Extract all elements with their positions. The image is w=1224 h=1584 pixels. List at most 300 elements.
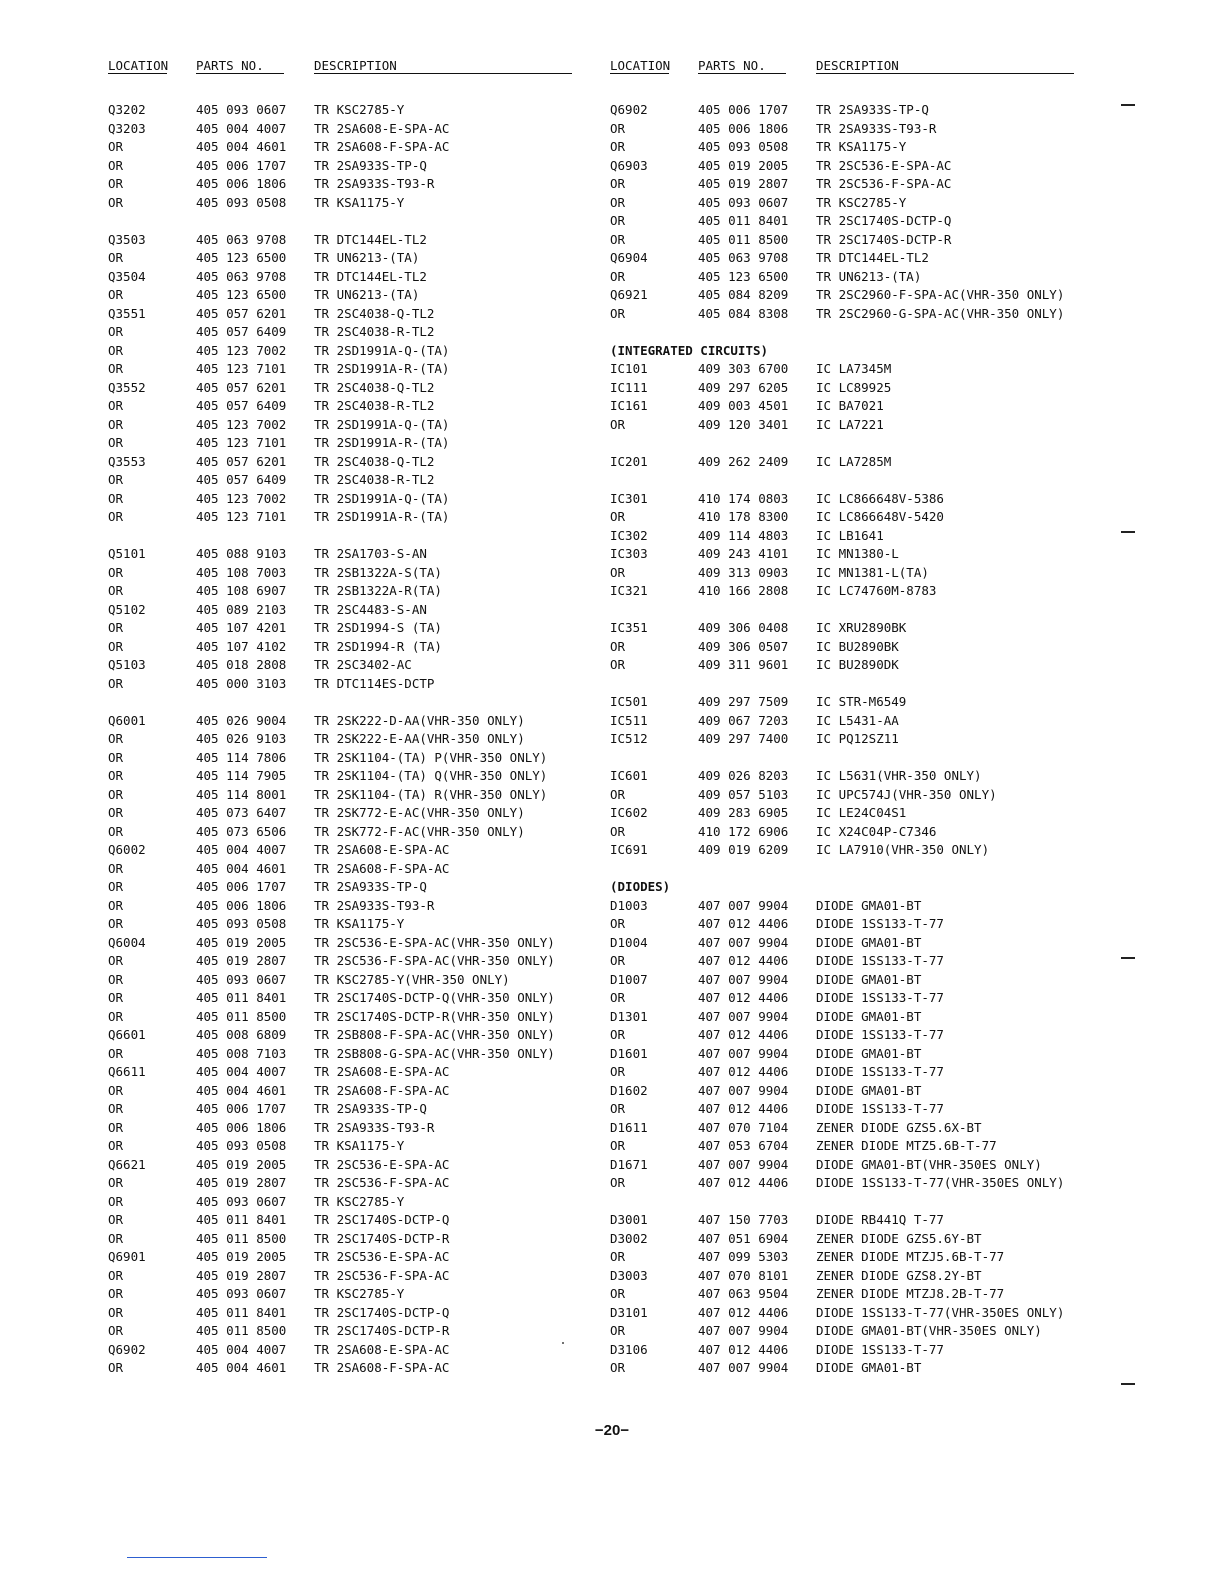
table-row bbox=[610, 730, 1170, 749]
location-cell: OR bbox=[610, 139, 626, 154]
parts-no-cell: 409 026 8203 bbox=[698, 768, 789, 783]
parts-no-cell: 405 123 7002 bbox=[196, 490, 287, 506]
parts-no-cell: 405 123 7101 bbox=[196, 361, 287, 376]
description-cell: TR 2SA933S-TP-Q bbox=[314, 157, 427, 173]
location-cell: IC302 bbox=[610, 527, 648, 543]
description-cell: TR 2SA933S-TP-Q bbox=[816, 102, 929, 117]
description-cell: IC BA7021 bbox=[816, 398, 884, 413]
location-cell: OR bbox=[108, 971, 124, 987]
table-row bbox=[610, 582, 1170, 601]
location-cell: Q6921 bbox=[610, 287, 648, 302]
header-description: DESCRIPTION bbox=[314, 58, 572, 74]
parts-no-cell: 405 108 7003 bbox=[196, 564, 287, 580]
description-cell: IC BU2890BK bbox=[816, 638, 899, 654]
location-cell: OR bbox=[108, 675, 124, 691]
location-cell: OR bbox=[108, 1175, 124, 1190]
table-row bbox=[610, 194, 1170, 213]
table-row bbox=[610, 619, 1170, 638]
table-row bbox=[610, 1341, 1170, 1360]
description-cell: IC MN1381-L(TA) bbox=[816, 564, 929, 580]
table-row bbox=[610, 1359, 1170, 1378]
description-cell: TR 2SK222-D-AA(VHR-350 ONLY) bbox=[314, 712, 525, 728]
parts-no-cell: 405 006 1707 bbox=[196, 1101, 287, 1116]
table-row bbox=[610, 212, 1170, 231]
location-cell: D3106 bbox=[610, 1341, 648, 1357]
row-spacer bbox=[610, 1193, 1170, 1212]
description-cell: TR 2SK772-F-AC(VHR-350 ONLY) bbox=[314, 823, 525, 839]
description-cell: TR DTC144EL-TL2 bbox=[816, 250, 929, 265]
location-cell: OR bbox=[610, 1286, 626, 1301]
location-cell: OR bbox=[108, 250, 124, 265]
location-cell: OR bbox=[108, 194, 124, 210]
description-cell: TR 2SC4038-Q-TL2 bbox=[314, 379, 435, 395]
footer-line bbox=[127, 1557, 267, 1558]
table-row bbox=[108, 305, 668, 324]
table-row bbox=[610, 638, 1170, 657]
description-cell: IC LC89925 bbox=[816, 379, 892, 395]
row-spacer bbox=[610, 434, 1170, 453]
table-row bbox=[108, 1211, 668, 1230]
description-cell: TR 2SC536-E-SPA-AC(VHR-350 ONLY) bbox=[314, 934, 555, 950]
location-cell: OR bbox=[610, 1138, 626, 1153]
location-cell: Q5102 bbox=[108, 601, 146, 617]
table-row bbox=[610, 952, 1170, 971]
description-cell: IC PQ12SZ11 bbox=[816, 731, 899, 746]
table-row bbox=[610, 1008, 1170, 1027]
parts-no-cell: 407 051 6904 bbox=[698, 1230, 789, 1246]
table-row bbox=[108, 1267, 668, 1286]
table-row bbox=[610, 268, 1170, 287]
location-cell: OR bbox=[610, 1064, 626, 1079]
location-cell: OR bbox=[108, 1286, 124, 1301]
parts-no-cell: 407 012 4406 bbox=[698, 916, 789, 931]
table-row bbox=[108, 1137, 668, 1156]
description-cell: DIODE GMA01-BT bbox=[816, 1045, 922, 1061]
description-cell: TR 2SK772-E-AC(VHR-350 ONLY) bbox=[314, 805, 525, 820]
table-row bbox=[108, 175, 668, 194]
parts-no-cell: 409 067 7203 bbox=[698, 712, 789, 728]
location-cell: D1671 bbox=[610, 1156, 648, 1172]
description-cell: TR 2SK1104-(TA) R(VHR-350 ONLY) bbox=[314, 786, 548, 802]
location-cell: OR bbox=[610, 1101, 626, 1116]
table-row bbox=[108, 804, 668, 823]
parts-no-cell: 407 150 7703 bbox=[698, 1212, 789, 1227]
table-row bbox=[610, 1026, 1170, 1045]
parts-no-cell: 405 123 7002 bbox=[196, 416, 287, 432]
description-cell: TR 2SD1991A-Q-(TA) bbox=[314, 416, 450, 432]
location-cell: OR bbox=[108, 490, 124, 506]
parts-no-cell: 407 007 9904 bbox=[698, 1045, 789, 1061]
parts-no-cell: 405 114 7806 bbox=[196, 749, 287, 765]
description-cell: TR 2SA933S-T93-R bbox=[314, 897, 435, 913]
parts-no-cell: 405 093 0607 bbox=[196, 102, 287, 117]
table-row bbox=[108, 749, 668, 768]
location-cell: OR bbox=[610, 305, 626, 321]
table-row bbox=[610, 564, 1170, 583]
table-row bbox=[108, 1156, 668, 1175]
location-cell: OR bbox=[108, 1045, 124, 1061]
parts-no-cell: 405 019 2005 bbox=[196, 934, 287, 950]
location-cell: OR bbox=[108, 361, 124, 376]
table-row bbox=[108, 1174, 668, 1193]
table-row bbox=[108, 878, 671, 897]
location-cell: OR bbox=[610, 1027, 626, 1042]
description-cell: IC L5431-AA bbox=[816, 712, 899, 728]
location-cell: IC691 bbox=[610, 842, 648, 857]
location-cell: D1003 bbox=[610, 897, 648, 913]
table-row bbox=[108, 101, 668, 120]
table-row bbox=[610, 767, 1170, 786]
parts-no-cell: 410 178 8300 bbox=[698, 509, 789, 524]
description-cell: DIODE 1SS133-T-77 bbox=[816, 953, 944, 968]
table-row bbox=[108, 823, 668, 842]
parts-no-cell: 407 007 9904 bbox=[698, 1082, 789, 1098]
table-row bbox=[610, 656, 1170, 675]
parts-no-cell: 409 120 3401 bbox=[698, 416, 789, 432]
parts-no-cell: 405 011 8500 bbox=[698, 231, 789, 247]
table-row bbox=[610, 157, 1170, 176]
section-heading-label: (INTEGRATED CIRCUITS) bbox=[610, 342, 769, 358]
parts-no-cell: 407 012 4406 bbox=[698, 953, 789, 968]
parts-no-cell: 405 004 4601 bbox=[196, 1082, 287, 1098]
description-cell: DIODE 1SS133-T-77 bbox=[816, 916, 944, 931]
parts-no-cell: 407 007 9904 bbox=[698, 934, 789, 950]
parts-no-cell: 407 012 4406 bbox=[698, 990, 789, 1005]
location-cell: OR bbox=[108, 1267, 124, 1283]
table-row bbox=[610, 897, 1170, 916]
location-cell: OR bbox=[610, 564, 626, 580]
location-cell: OR bbox=[108, 157, 124, 173]
parts-no-cell: 405 019 2005 bbox=[698, 157, 789, 173]
parts-no-cell: 405 108 6907 bbox=[196, 583, 287, 598]
parts-no-cell: 410 174 0803 bbox=[698, 490, 789, 506]
parts-no-cell: 407 007 9904 bbox=[698, 1323, 789, 1338]
table-row bbox=[108, 897, 668, 916]
table-row bbox=[610, 286, 1170, 305]
table-row bbox=[108, 1082, 668, 1101]
table-row bbox=[108, 934, 668, 953]
description-cell: TR 2SC536-F-SPA-AC(VHR-350 ONLY) bbox=[314, 953, 555, 968]
description-cell: TR 2SC536-F-SPA-AC bbox=[314, 1175, 450, 1190]
location-cell: OR bbox=[610, 416, 626, 432]
parts-no-cell: 405 006 1707 bbox=[196, 157, 287, 173]
location-cell: OR bbox=[610, 1175, 626, 1190]
description-cell: TR 2SB808-F-SPA-AC(VHR-350 ONLY) bbox=[314, 1027, 555, 1042]
table-row bbox=[108, 286, 668, 305]
description-cell: TR 2SC4038-R-TL2 bbox=[314, 398, 435, 413]
parts-no-cell: 407 012 4406 bbox=[698, 1304, 789, 1320]
parts-no-cell: 405 057 6201 bbox=[196, 379, 287, 395]
location-cell: OR bbox=[108, 786, 124, 802]
table-row bbox=[610, 1230, 1170, 1249]
parts-no-cell: 407 070 8101 bbox=[698, 1267, 789, 1283]
parts-no-cell: 405 073 6506 bbox=[196, 823, 287, 839]
table-row bbox=[610, 841, 1170, 860]
location-cell: OR bbox=[108, 768, 124, 783]
parts-no-cell: 405 006 1707 bbox=[698, 102, 789, 117]
parts-no-cell: 405 123 6500 bbox=[698, 268, 789, 284]
header-parts-no: PARTS NO. bbox=[698, 58, 786, 74]
parts-no-cell: 405 084 8308 bbox=[698, 305, 789, 321]
location-cell: IC161 bbox=[610, 398, 648, 413]
description-cell: TR 2SC2960-F-SPA-AC(VHR-350 ONLY) bbox=[816, 287, 1065, 302]
table-row bbox=[610, 101, 1170, 120]
location-cell: OR bbox=[108, 139, 124, 154]
description-cell: TR 2SA608-E-SPA-AC bbox=[314, 842, 450, 857]
location-cell: OR bbox=[108, 805, 124, 820]
description-cell: IC LB1641 bbox=[816, 527, 884, 543]
location-cell: IC511 bbox=[610, 712, 648, 728]
location-cell: OR bbox=[108, 324, 124, 339]
table-row bbox=[610, 1082, 1170, 1101]
description-cell: TR KSA1175-Y bbox=[314, 916, 405, 931]
parts-no-cell: 405 057 6201 bbox=[196, 453, 287, 469]
table-row bbox=[610, 971, 1170, 990]
location-cell: IC512 bbox=[610, 731, 648, 746]
parts-no-cell: 405 057 6409 bbox=[196, 398, 287, 413]
parts-no-cell: 405 057 6201 bbox=[196, 305, 287, 321]
location-cell: OR bbox=[610, 120, 626, 136]
parts-no-cell: 405 063 9708 bbox=[196, 268, 287, 284]
description-cell: TR 2SA608-F-SPA-AC bbox=[314, 1360, 450, 1375]
location-cell: OR bbox=[108, 1138, 124, 1153]
location-cell: Q6611 bbox=[108, 1064, 146, 1079]
table-row bbox=[108, 1304, 668, 1323]
parts-no-cell: 409 114 4803 bbox=[698, 527, 789, 543]
location-cell: Q6621 bbox=[108, 1156, 146, 1172]
location-cell: OR bbox=[108, 1360, 124, 1375]
location-cell: IC501 bbox=[610, 694, 648, 709]
table-row bbox=[610, 453, 1170, 472]
parts-no-cell: 405 011 8500 bbox=[196, 1230, 287, 1246]
parts-no-cell: 405 019 2005 bbox=[196, 1156, 287, 1172]
description-cell: TR UN6213-(TA) bbox=[314, 287, 420, 302]
description-cell: TR 2SC536-E-SPA-AC bbox=[314, 1249, 450, 1264]
parts-no-cell: 410 166 2808 bbox=[698, 583, 789, 598]
parts-no-cell: 405 093 0508 bbox=[196, 1138, 287, 1153]
table-row bbox=[610, 305, 1170, 324]
margin-mark bbox=[1121, 957, 1135, 959]
table-row bbox=[610, 1045, 1170, 1064]
column-headers bbox=[108, 56, 671, 76]
parts-no-cell: 405 008 6809 bbox=[196, 1027, 287, 1042]
description-cell: DIODE GMA01-BT bbox=[816, 897, 922, 913]
parts-no-cell: 407 007 9904 bbox=[698, 1360, 789, 1375]
location-cell: OR bbox=[108, 1082, 124, 1098]
location-cell: OR bbox=[610, 1249, 626, 1264]
row-spacer bbox=[610, 860, 1170, 879]
table-row bbox=[108, 1063, 668, 1082]
table-row bbox=[610, 1267, 1170, 1286]
parts-no-cell: 405 004 4601 bbox=[196, 139, 287, 154]
location-cell: OR bbox=[108, 398, 124, 413]
parts-no-cell: 405 006 1806 bbox=[196, 1119, 287, 1135]
row-spacer bbox=[108, 527, 668, 546]
parts-no-cell: 407 012 4406 bbox=[698, 1101, 789, 1116]
table-row bbox=[108, 1008, 668, 1027]
parts-no-cell: 405 019 2807 bbox=[196, 1267, 287, 1283]
section-heading-label: (DIODES) bbox=[610, 879, 671, 894]
description-cell: ZENER DIODE GZS5.6Y-BT bbox=[816, 1230, 982, 1246]
description-cell: TR 2SC536-F-SPA-AC bbox=[314, 1267, 450, 1283]
table-row bbox=[108, 360, 668, 379]
description-cell: TR 2SC4038-Q-TL2 bbox=[314, 305, 435, 321]
page-number: −20− bbox=[594, 1422, 630, 1439]
table-row bbox=[108, 638, 668, 657]
table-row bbox=[610, 1063, 1170, 1082]
location-cell: Q6902 bbox=[108, 1341, 146, 1357]
parts-no-cell: 409 297 6205 bbox=[698, 379, 789, 395]
location-cell: OR bbox=[610, 823, 626, 839]
parts-no-cell: 407 007 9904 bbox=[698, 897, 789, 913]
description-cell: DIODE GMA01-BT bbox=[816, 1082, 922, 1098]
parts-no-cell: 405 011 8500 bbox=[196, 1323, 287, 1338]
parts-no-cell: 405 006 1806 bbox=[698, 120, 789, 136]
location-cell: OR bbox=[610, 268, 626, 284]
table-row bbox=[108, 582, 668, 601]
location-cell: OR bbox=[108, 564, 124, 580]
location-cell: OR bbox=[610, 213, 626, 228]
parts-no-cell: 405 123 7002 bbox=[196, 342, 287, 358]
description-cell: TR DTC144EL-TL2 bbox=[314, 268, 427, 284]
table-row bbox=[108, 138, 668, 157]
description-cell: TR KSA1175-Y bbox=[816, 139, 907, 154]
description-cell: TR 2SC1740S-DCTP-Q bbox=[314, 1304, 450, 1320]
description-cell: TR 2SC1740S-DCTP-R bbox=[314, 1323, 450, 1338]
description-cell: IC MN1380-L bbox=[816, 546, 899, 561]
table-row bbox=[610, 1248, 1170, 1267]
parts-no-cell: 409 303 6700 bbox=[698, 361, 789, 376]
description-cell: IC LA7221 bbox=[816, 416, 884, 432]
description-cell: TR 2SC1740S-DCTP-R(VHR-350 ONLY) bbox=[314, 1008, 555, 1024]
header-description: DESCRIPTION bbox=[816, 58, 1074, 74]
location-cell: Q6004 bbox=[108, 934, 146, 950]
location-cell: Q3503 bbox=[108, 231, 146, 247]
location-cell: Q6601 bbox=[108, 1027, 146, 1042]
table-row bbox=[610, 786, 1170, 805]
table-row bbox=[108, 249, 668, 268]
table-row bbox=[108, 971, 668, 990]
location-cell: OR bbox=[610, 1323, 626, 1338]
description-cell: TR 2SC3402-AC bbox=[314, 657, 412, 672]
table-row bbox=[108, 397, 668, 416]
table-row bbox=[108, 786, 668, 805]
description-cell: TR KSC2785-Y bbox=[314, 102, 405, 117]
description-cell: TR 2SD1994-S (TA) bbox=[314, 620, 442, 635]
description-cell: TR 2SD1991A-R-(TA) bbox=[314, 435, 450, 450]
location-cell: OR bbox=[610, 786, 626, 802]
table-row bbox=[610, 138, 1170, 157]
table-row bbox=[108, 989, 668, 1008]
location-cell: OR bbox=[610, 1360, 626, 1375]
table-row bbox=[108, 1026, 668, 1045]
table-row bbox=[108, 120, 668, 139]
table-row bbox=[108, 1100, 668, 1119]
row-spacer bbox=[610, 749, 1170, 768]
table-row bbox=[108, 1285, 668, 1304]
location-cell: Q5101 bbox=[108, 546, 146, 561]
description-cell: IC L5631(VHR-350 ONLY) bbox=[816, 768, 982, 783]
table-row bbox=[610, 1285, 1170, 1304]
table-row bbox=[108, 490, 668, 509]
description-cell: TR KSC2785-Y bbox=[314, 1193, 405, 1209]
description-cell: TR 2SD1991A-Q-(TA) bbox=[314, 490, 450, 506]
table-row bbox=[108, 545, 668, 564]
table-row bbox=[610, 1119, 1170, 1138]
table-row bbox=[108, 619, 668, 638]
location-cell: OR bbox=[108, 638, 124, 654]
description-cell: IC UPC574J(VHR-350 ONLY) bbox=[816, 786, 997, 802]
parts-no-cell: 409 057 5103 bbox=[698, 786, 789, 802]
location-cell: OR bbox=[108, 860, 124, 876]
location-cell: OR bbox=[108, 1304, 124, 1320]
location-cell: OR bbox=[108, 897, 124, 913]
description-cell: DIODE 1SS133-T-77 bbox=[816, 990, 944, 1005]
location-cell: IC111 bbox=[610, 379, 648, 395]
location-cell: D3101 bbox=[610, 1304, 648, 1320]
location-cell: OR bbox=[108, 1230, 124, 1246]
description-cell: TR 2SK1104-(TA) Q(VHR-350 ONLY) bbox=[314, 768, 548, 783]
location-cell: OR bbox=[108, 435, 124, 450]
parts-no-cell: 405 093 0508 bbox=[698, 139, 789, 154]
location-cell: Q6901 bbox=[108, 1249, 146, 1264]
location-cell: OR bbox=[610, 231, 626, 247]
table-row bbox=[610, 1156, 1170, 1175]
parts-no-cell: 405 006 1707 bbox=[196, 879, 287, 894]
description-cell: TR KSA1175-Y bbox=[314, 1138, 405, 1153]
parts-no-cell: 407 070 7104 bbox=[698, 1119, 789, 1135]
parts-no-cell: 405 123 7101 bbox=[196, 435, 287, 450]
parts-no-cell: 407 012 4406 bbox=[698, 1341, 789, 1357]
stray-dot bbox=[562, 1342, 564, 1344]
description-cell: TR KSA1175-Y bbox=[314, 194, 405, 210]
location-cell: OR bbox=[108, 176, 124, 191]
description-cell: ZENER DIODE MTZJ5.6B-T-77 bbox=[816, 1249, 1005, 1264]
parts-no-cell: 405 093 0607 bbox=[196, 1193, 287, 1209]
parts-no-cell: 405 107 4102 bbox=[196, 638, 287, 654]
parts-no-cell: 405 063 9708 bbox=[196, 231, 287, 247]
location-cell: Q6001 bbox=[108, 712, 146, 728]
location-cell: OR bbox=[108, 509, 124, 524]
location-cell: Q5103 bbox=[108, 657, 146, 672]
parts-no-cell: 407 007 9904 bbox=[698, 1008, 789, 1024]
description-cell: DIODE GMA01-BT bbox=[816, 971, 922, 987]
location-cell: IC351 bbox=[610, 620, 648, 635]
header-parts-no: PARTS NO. bbox=[196, 58, 284, 74]
parts-no-cell: 405 004 4601 bbox=[196, 1360, 287, 1375]
table-row bbox=[610, 1100, 1170, 1119]
table-row bbox=[108, 860, 668, 879]
description-cell: TR 2SA608-F-SPA-AC bbox=[314, 1082, 450, 1098]
table-row bbox=[610, 712, 1170, 731]
parts-no-cell: 409 262 2409 bbox=[698, 453, 789, 469]
location-cell: OR bbox=[610, 916, 626, 931]
description-cell: DIODE GMA01-BT(VHR-350ES ONLY) bbox=[816, 1156, 1042, 1172]
table-row bbox=[610, 1322, 1170, 1341]
parts-no-cell: 407 007 9904 bbox=[698, 1156, 789, 1172]
description-cell: TR 2SA608-E-SPA-AC bbox=[314, 1341, 450, 1357]
parts-no-cell: 405 114 8001 bbox=[196, 786, 287, 802]
description-cell: TR 2SK222-E-AA(VHR-350 ONLY) bbox=[314, 731, 525, 746]
parts-no-cell: 405 093 0607 bbox=[196, 1286, 287, 1301]
table-row bbox=[108, 342, 668, 361]
parts-no-cell: 409 297 7509 bbox=[698, 694, 789, 709]
parts-no-cell: 405 006 1806 bbox=[196, 897, 287, 913]
location-cell: Q3551 bbox=[108, 305, 146, 321]
description-cell: DIODE 1SS133-T-77(VHR-350ES ONLY) bbox=[816, 1304, 1065, 1320]
location-cell: OR bbox=[610, 990, 626, 1005]
description-cell: TR 2SC1740S-DCTP-Q(VHR-350 ONLY) bbox=[314, 990, 555, 1005]
